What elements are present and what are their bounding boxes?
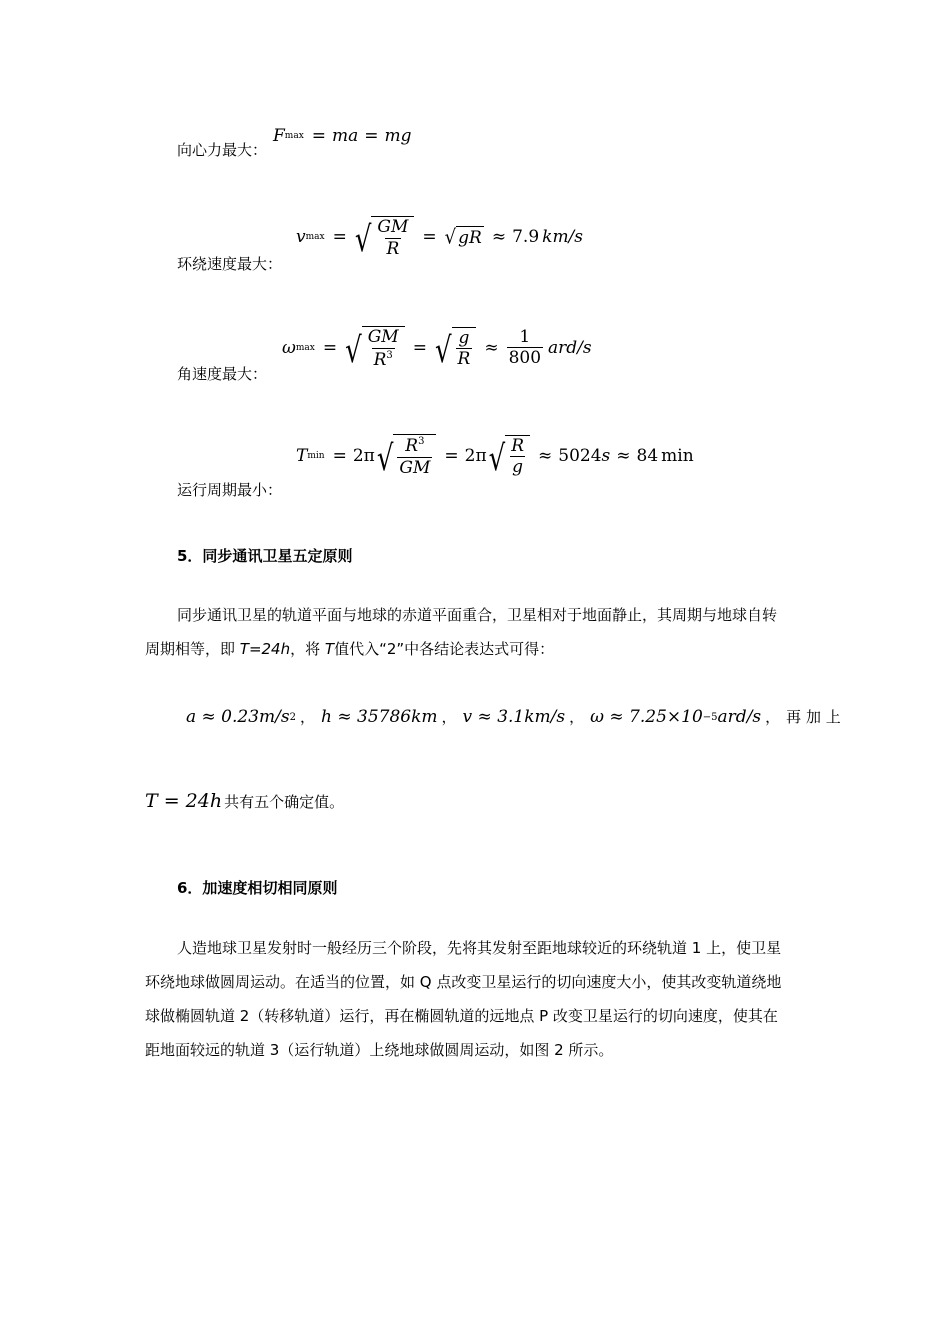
t-value: T = 24h (145, 790, 223, 812)
vmax-label: 环绕速度最大： (177, 255, 283, 273)
a-value: a ≈ 0.23m/s 2 (186, 707, 296, 727)
wmax-formula: ω max = √ $\frac{GM}{R^3}$ = √ $\frac{g}{R}$ ≈ $\frac{1}{800}$ ard/s (282, 326, 592, 373)
section-5-paragraph: 同步通讯卫星的轨道平面与地球的赤道平面重合，卫星相对于地面静止，其周期与地球自转周期相等，即 T=24h，将 T值代入“2”中各结论表达式可得： (145, 606, 778, 658)
fmax-formula: F max = ma = mg (273, 126, 412, 146)
v-value: v ≈ 3.1km/s (462, 707, 566, 727)
fmax-label: 向心力最大： (177, 141, 268, 159)
section-6-paragraph: 人造地球卫星发射时一般经历三个阶段，先将其发射至距地球较近的环绕轨道 1 上，使卫星环绕地球做圆周运动。在适当的位置，如 Q 点改变卫星运行的切向速度大小，使其改变轨道绕地球做椭圆轨道 2（转移轨道）运行，再在椭圆轨道的远地点 P 改变卫星运行的切向速度，使其在距地面较远的轨道 3（运行轨道）上绕地球做圆周运动，如图 2 所示。 (145, 939, 782, 1059)
h-value: h ≈ 35786km (321, 707, 438, 727)
section-5-tail-line: T = 24h 共有五个确定值。 (145, 790, 345, 812)
tmin-formula: T min = 2π √ $\frac{R^3}{GM}$ = 2π √ $\frac{R}{g}$ ≈ 5024 s ≈ 84 min (296, 435, 694, 481)
section-6-heading: 6．加速度相切相同原则 (177, 879, 338, 897)
then-add-text: 再 加 上 (786, 708, 841, 726)
wmax-label: 角速度最大： (177, 365, 268, 383)
section-5-values-line: a ≈ 0.23m/s 2 ， h ≈ 35786km ， v ≈ 3.1km/s ， ω ≈ 7.25×10 −5 ard/s ， 再 加 上 (186, 707, 841, 727)
tmin-label: 运行周期最小： (177, 481, 283, 499)
vmax-formula: v max = √ $\frac{GM}{R}$ = √ gR ≈ 7.9 km/s (296, 217, 584, 262)
section-5-heading: 5．同步通讯卫星五定原则 (177, 547, 353, 565)
w-value: ω ≈ 7.25×10 −5 ard/s (590, 707, 762, 727)
